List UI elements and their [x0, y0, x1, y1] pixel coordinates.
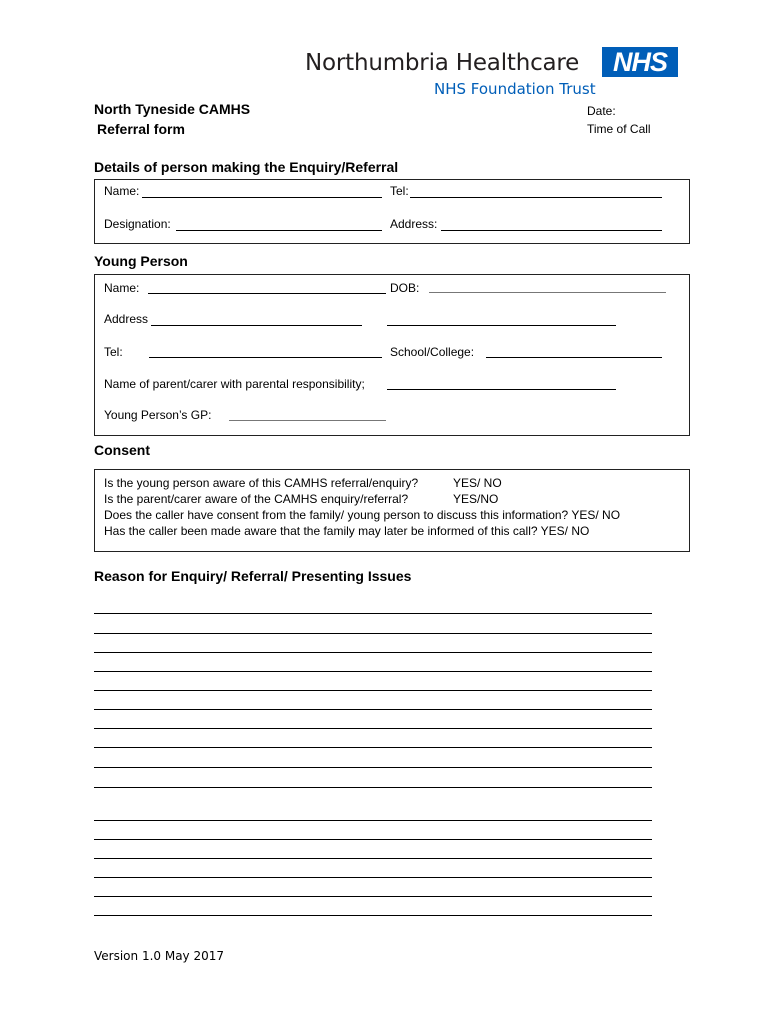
consent-question-3: Does the caller have consent from the family/ young person to discuss this information? YES/ NO: [104, 508, 621, 522]
reason-line[interactable]: [94, 858, 652, 859]
consent-answer-2[interactable]: YES/NO: [453, 492, 499, 506]
reason-line[interactable]: [94, 709, 652, 710]
reason-line[interactable]: [94, 896, 652, 897]
young-person-address-field-1[interactable]: [151, 325, 362, 326]
reason-line[interactable]: [94, 690, 652, 691]
consent-answer-1[interactable]: YES/ NO: [453, 476, 502, 490]
parent-carer-field[interactable]: [387, 389, 616, 390]
young-person-gp-label: Young Person’s GP:: [104, 408, 212, 422]
reason-line[interactable]: [94, 877, 652, 878]
reason-line[interactable]: [94, 728, 652, 729]
reason-line[interactable]: [94, 613, 652, 614]
reason-line[interactable]: [94, 787, 652, 788]
young-person-section-heading: Young Person: [94, 253, 188, 269]
young-person-name-label: Name:: [104, 281, 140, 295]
enquirer-designation-field[interactable]: [176, 230, 382, 231]
young-person-gp-field[interactable]: [229, 420, 386, 421]
enquirer-address-label: Address:: [390, 217, 438, 231]
young-person-address-field-2[interactable]: [387, 325, 616, 326]
enquirer-tel-field[interactable]: [410, 197, 662, 198]
reason-line[interactable]: [94, 767, 652, 768]
enquirer-designation-label: Designation:: [104, 217, 171, 231]
reason-line[interactable]: [94, 633, 652, 634]
date-label: Date:: [587, 104, 616, 118]
parent-carer-label: Name of parent/carer with parental responsibility;: [104, 377, 365, 391]
organisation-name: Northumbria Healthcare: [305, 50, 580, 76]
reason-line[interactable]: [94, 820, 652, 821]
form-organisation: North Tyneside CAMHS: [94, 101, 251, 117]
consent-question-4: Has the caller been made aware that the family may later be informed of this call? YES/ NO: [104, 524, 590, 538]
young-person-tel-label: Tel:: [104, 345, 123, 359]
consent-question-2: Is the parent/carer aware of the CAMHS enquiry/referral?: [104, 492, 409, 506]
enquirer-tel-label: Tel:: [390, 184, 409, 198]
reason-line[interactable]: [94, 652, 652, 653]
young-person-tel-field[interactable]: [149, 357, 382, 358]
time-of-call-label: Time of Call: [587, 122, 651, 136]
reason-line[interactable]: [94, 839, 652, 840]
trust-name: NHS Foundation Trust: [434, 80, 596, 98]
reason-line[interactable]: [94, 747, 652, 748]
enquirer-name-label: Name:: [104, 184, 140, 198]
consent-question-1: Is the young person aware of this CAMHS referral/enquiry?: [104, 476, 419, 490]
nhs-logo: NHS: [602, 47, 678, 77]
version-footer: Version 1.0 May 2017: [94, 949, 225, 963]
enquirer-address-field[interactable]: [441, 230, 662, 231]
form-title: Referral form: [97, 121, 185, 137]
enquirer-name-field[interactable]: [142, 197, 382, 198]
young-person-dob-field[interactable]: [429, 292, 666, 293]
young-person-school-field[interactable]: [486, 357, 662, 358]
young-person-school-label: School/College:: [390, 345, 475, 359]
reason-line[interactable]: [94, 671, 652, 672]
reason-line[interactable]: [94, 915, 652, 916]
enquirer-section-heading: Details of person making the Enquiry/Referral: [94, 159, 399, 175]
consent-section-heading: Consent: [94, 442, 150, 458]
reason-section-heading: Reason for Enquiry/ Referral/ Presenting Issues: [94, 568, 412, 584]
young-person-address-label: Address: [104, 312, 149, 326]
young-person-dob-label: DOB:: [390, 281, 420, 295]
young-person-name-field[interactable]: [148, 293, 386, 294]
